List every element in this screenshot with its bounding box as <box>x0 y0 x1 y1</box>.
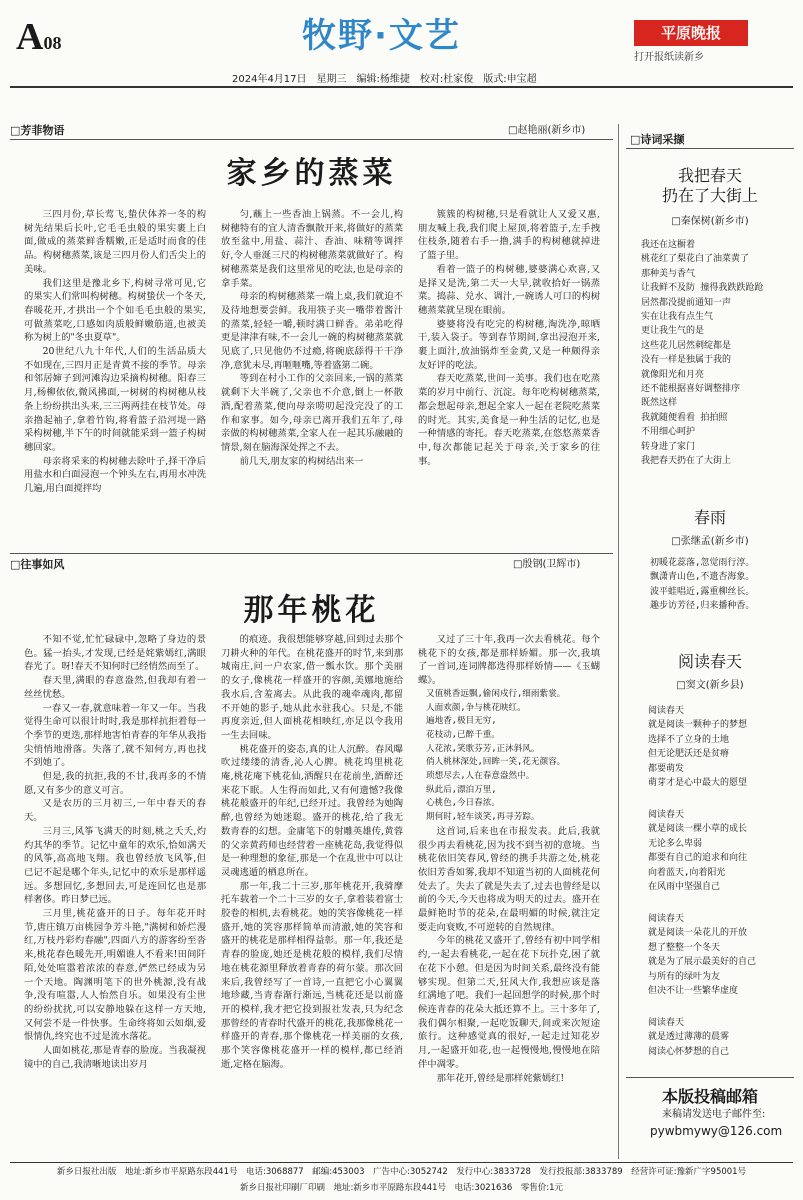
paragraph: 匀,蘸上一些香油上锅蒸。不一会儿,构树穗特有的宜人清香飘散开来,将做好的蒸菜放至盆中,用盐、蒜汁、香油、味精等调拌好,令人垂涎三尺的构树穗蒸菜就做好了。构树穗蒸菜是我们这里常见的吃法,也是母亲的拿手菜。 <box>221 209 403 289</box>
paragraph: 母亲的构树穗蒸菜一端上桌,我们就迫不及待地想要尝鲜。我用筷子夹一嘴带着酱汁的蒸菜,轻轻一嚼,顿时满口鲜香。弟弟吃得更是津津有味,不一会儿一碗的构树穗蒸菜就见底了,只见他仍不过瘾,将碗底舔得干干净净,意犹未尽,再咂咂嘴,等着盛第二碗。 <box>221 291 403 371</box>
mailbox-text: 来稿请发送电子邮件至: <box>662 1109 766 1120</box>
newspaper-logo: 平原晚报 <box>634 20 748 46</box>
paragraph: 那年花开,曾经是那样姹紫嫣红! <box>436 1072 565 1084</box>
mailbox-top-rule <box>626 1077 794 1078</box>
paragraph: 春天里,满眼的春意盎然,但我却有着一丝丝忧愁。 <box>24 675 206 700</box>
sidebar-column-label: □诗词采撷 <box>630 133 685 146</box>
paragraph: 三月三,风筝飞满天的时刻,桃之夭夭,灼灼其华的季节。记忆中童年的欢乐,恰如满天的风筝,高高地飞翔。我也曾经放飞风筝,但已记不起是哪个年头,记忆中的欢乐是那样遥远。多想回忆,多想回去,可是连回忆也是那样奢侈。昨日梦已远。 <box>24 825 206 906</box>
paragraph: 一春又一春,就意味着一年又一年。当我觉得生命可以很计时时,我是那样抗拒着每一个季节的更迭,那样地害怕青春的年华从我指尖悄悄地滑落。失落了,就不知何方,再也找不到她了。 <box>24 702 206 769</box>
ci-poem: 又值桃香远飘,偷闲戍行,细雨紫裳。 人面欢颜,争与桃花映红。 遍地香,极目无穷, 花枝动,已醉千重。 人花浓,笑歌芬芳,正沐斜风。 俏人桃林深处,回眸一笑,花无颜容。 琐想尽去,人在春意盎然中。 纵此后,漂泊万里, 心桃色,今日春浓。 期何时,轻车谈笑,再寻芳踪。 <box>426 688 566 823</box>
mailbox-title: 本版投稿邮箱 <box>661 1087 758 1106</box>
poem2-text: 初暖花蕊落,忽觉雨行淳。 飘潇青山色,不遗杏海象。 波平蛙唱近,露重柳丝长。 趣步访芳径,归来播种香。 <box>650 558 755 612</box>
paragraph: 桃花盛开的姿态,真的让人沉醉。春风曝吹过缕缕的清香,沁人心脾。桃花坞里桃花庵,桃花庵下桃花仙,洒醒只在花前坐,酒醉还来花下眠。人生得而如此,又有何遗憾?我像桃花般盛开的年纪,已经开过。我曾经为她陶醉,也曾经为她迷聪。盛开的桃花,给了我无数青春的幻想。金庸笔下的射雕英雄传,黄蓉的父亲黄药师也经营着一座桃花岛,我觉得似是一种理想的象征,那是一个在乱世中可以让灵魂逃遁的栖息所在。 <box>221 743 403 878</box>
article2-title: 那年桃花 <box>243 593 380 628</box>
poem1-title: 我把春天 扔在了大街上 <box>661 166 758 205</box>
article1-col3 <box>418 208 600 550</box>
poem3-stanza-4: 阅读春天 就是透过薄薄的晨雾 阅读心怀梦想的自己 <box>648 1018 730 1057</box>
paragraph: 等到在村小工作的父亲回来,一锅的蒸菜就剩下大半碗了,父亲也不介意,倒上一杯散酒,配着蒸菜,便向母亲唠叨起没完没了的工作和家事。如今,母亲已离开我们五年了,母亲做的构树穗蒸菜,全家人在一起其乐融融的情景,刻在脑海深处挥之不去。 <box>221 373 403 453</box>
poem3-title: 阅读春天 <box>677 652 742 671</box>
poem3-stanza-3: 阅读春天 就是阅读一朵花儿的开放 想了整整一个冬天 就是为了展示最美好的自己 与所有的绿叶为友 但决不让一些繁华虚度 <box>648 914 757 997</box>
article2-col3 <box>418 633 600 1153</box>
issue-meta: 2024年4月17日 星期三 编辑:杨维捷 校对:杜家俊 版式:申宝超 <box>232 74 537 85</box>
logo-slogan: 打开报纸读新乡 <box>634 52 704 63</box>
sidebar-divider <box>618 124 619 1159</box>
paragraph: 春天吃蒸菜,世间一美事。我们也在吃蒸菜的岁月中前行、沉淀。每年吃构树穗蒸菜,都会想起母亲,想起全家人一起在老院吃蒸菜的时光。其实,美食是一种生活的记忆,也是一种情感的寄托。春天吃蒸菜,在悠悠蒸菜香中,每次都能记起关于母亲,关于家乡的往事。 <box>418 373 600 467</box>
paragraph: 三月里,桃花盛开的日子。每年花开时节,唐庄镇万亩桃园争芳斗艳,"满树和娇烂漫红,万枝丹彩灼春融",四面八方的游客纷至沓来,桃花春色暖先开,明媚谁人不看来!田间阡陌,处处喧嚣着浓浓的春意,俨然已经成为另一个天地。陶渊明笔下的世外桃源,没有战争,没有喧嚣,人人怡然自乐。如果没有尘世的纷纷扰扰,可以安静地躲在这样一方天地,又何尝不是一件快事。生命终将如云如烟,爱恨情仇,终究也不过是流水落花。 <box>24 908 206 1043</box>
paragraph: 三四月份,草长莺飞,蛰伏体养一冬的构树先结果后长叶,它毛毛虫般的果实裹上白面,做成的蒸菜鲜香糯嫩,正是适时而食的佳品。构树穗蒸菜,该是三四月份人们舌尖上的美味。 <box>24 209 206 275</box>
paragraph: 今年的桃花又盛开了,曾经有初中同学相约,一起去看桃花,一起在花下玩扑克,困了就在花下小憩。但是因为时间关系,最终没有能够实现。但第二天,狂风大作,我想应该是落红满地了吧。我们一起回想学的时候,那个时候连青春的花朵大抵还算不上。三十多年了,我们偶尔相聚,一起吃饭聊天,间或来次短途旅行。这种感觉真的很好,一起走过知花岁月,一起盛开如花,也一起慢慢地,慢慢地在陪伴中凋零。 <box>418 935 600 1070</box>
poem2-author: □张继孟(新乡市) <box>671 536 749 547</box>
paragraph: 母亲将采来的构树穗去除叶子,择干净后用盐水和白面浸泡一个钟头左右,再用水冲洗几遍,用白面搅拌均 <box>24 455 206 495</box>
paragraph: 不知不觉,忙忙碌碌中,忽略了身边的景色。猛一抬头,才发现,已经是姹紫嫣红,满眼春光了。呀!春天不知何时已经悄然而至了。 <box>24 634 206 673</box>
paragraph: 我们这里是豫北乡下,构树寻常可见,它的果实人们常叫构树穗。构树蛰伏一个冬天,春暖花开,才拱出一个个如毛毛虫般的果实,可做蒸菜吃,口感如肉质般鲜嫩筋道,也被美称为树上的"冬虫夏草"。 <box>24 277 206 344</box>
sidebar-top-rule <box>626 148 794 149</box>
poem1-author: □秦保树(新乡市) <box>671 216 749 227</box>
paragraph: 的痕迹。我很想能够穿越,回到过去那个刀耕火种的年代。在桃花盛开的时节,来到那城南庄,问一户农家,借一瓢水饮。那个美丽的女子,像桃花一样盛开的容颜,美娜地施给我水后,含羞离去。从此我的魂牵魂肉,都留不开她的影子,她从此水驻我心。只是,不能再度亲近,但人面桃花相映红,亦足以令我用一生去回味。 <box>221 634 403 741</box>
paragraph: 这首词,后来也在市报发表。此后,我就很少再去看桃花,因为找不到当初的意境。当桃花依旧笑春风,曾经的携手共游之处,桃花依旧芳香如雾,我却不知道当初的人面桃花何处去了。失去了就是失去了,过去也曾经是以前的今天,今天也将成为明天的过去。盛开在最鲜艳时节的花朵,在最明媚的时候,就注定要走向衰败,不可逆转的自然规律。 <box>418 825 600 933</box>
paragraph: 但是,我的抗拒,我的不甘,我再多的不情愿,又有多少的意义可言。 <box>24 771 206 796</box>
article1-column-label: □芳菲物语 <box>10 124 65 137</box>
article1-col1 <box>24 208 206 550</box>
article1-byline: □赵艳丽(新乡市) <box>508 125 586 136</box>
article1-title: 家乡的蒸菜 <box>226 156 397 191</box>
poem3-stanza-2: 阅读春天 就是阅读一棵小草的成长 无论多么卑弱 都要有自己的追求和向往 向着蓝天,向着阳光 在风雨中坚强自己 <box>648 810 748 893</box>
paragraph: 又过了三十年,我再一次去看桃花。每个桃花下的女孩,都是那样娇媚。那一次,我填了一首词,连词牌都选得那样娇情——《玉蝴蝶》。 <box>418 634 600 687</box>
article2-col2 <box>221 633 403 1153</box>
mailbox-email[interactable]: pywbmywy@126.com <box>650 1124 783 1138</box>
article2-byline: □殷钢(卫辉市) <box>513 559 581 570</box>
poem2-title: 春雨 <box>693 508 726 527</box>
poem1-text: 我还在这橱着 桃花红了梨花白了油菜黄了 那种美与香气 让我鲜不及防 撞得我跌跌跄跄 居然都没提前通知一声 实在让我有点生气 更让我生气的是 这些花儿居然刺绽都是 没有一样是独属于我的 就像阳光和月亮 还不能根据喜好调整排序 既然这样 我就随便看看 拍拍照 不用细心呵护 转身进了家门 我把春天扔在了大街上 <box>641 240 764 467</box>
footer-line-1: 新乡日报社出版 地址:新乡市平原路东段441号 电话:3068877 邮编:453003 广告中心:3052742 发行中心:3833728 发行投报部:3833789 经营许可证:豫新广字95001号 <box>56 1167 747 1177</box>
paragraph: 前几天,朋友家的构树结出来一 <box>239 455 364 467</box>
paragraph: 那一年,我二十三岁,那年桃花开,我骑摩托车载着一个二十三岁的女子,拿着装着富士胶卷的相机,去看桃花。她的笑容像桃花一样盛开,她的笑容那样简单而清澈,她的笑容和盛开的桃花是那样相得益彰。那一年,我还是青春的脸庞,她还是桃花般的模样,我们尽情地在桃花源里释放着青春的荷尔蒙。那次回来后,我曾经写了一首诗,一直把它小心翼翼地珍藏,当青春渐行渐远,当桃花还是以前盛开的模样,我才把它投到报社发表,只为纪念那曾经的青春时代盛开的桃花,我那像桃花一样盛开的青春,那个像桃花一样美丽的女孩,那个笑容像桃花盛开一样的模样,都已经消逝,定格在脑海。 <box>221 880 403 1070</box>
footer-rule <box>10 1162 793 1163</box>
paragraph: 看着一篮子的构树穗,婆婆满心欢喜,又是择又是洗,第二天一大早,就收拾好一锅蒸菜。捣蒜、兑水、调汁,一碗诱人可口的构树穗蒸菜就呈现在眼前。 <box>418 263 600 316</box>
header-divider <box>10 86 793 88</box>
article1-top-rule <box>10 139 613 140</box>
article2-column-label: □往事如风 <box>10 558 65 571</box>
paragraph: 20世纪八九十年代,人们的生活品质大不如现在,三四月正是青黄不接的季节。母亲和邻居婶子到河滩沟边采摘构树穗。阳春三月,杨柳依依,微风拂面,一树树的构树穗从枝条上纷纷拱出头来,三三两两挂在枝节处。母亲撸起袖子,拿着竹钩,将看篮子沿河堤一路采构树穗,半下午的时间就能采到一篮子构树穗回家。 <box>24 346 206 453</box>
paragraph: 人面如桃花,那是青春的脸庞。当我凝视镜中的自己,我清晰地读出岁月 <box>24 1045 206 1070</box>
page-number <box>16 18 61 62</box>
poem3-author: □窦文(新乡县) <box>676 680 744 691</box>
paragraph: 簇簇的构树穗,只是看就让人又爱又惠,朋友喊上我,我们爬上屋顶,将着篮子,左手拽住枝条,随着右手一撸,满手的构树穗就掉进了篮子里。 <box>418 209 600 262</box>
article1-col2 <box>221 208 403 550</box>
poem3-stanza-1: 阅读春天 就是阅读一颗种子的梦想 选择不了立身的土地 但无论肥沃还是贫瘠 都要萌发 萌芽才是心中最大的愿望 <box>648 706 748 789</box>
article2-top-rule <box>10 553 613 554</box>
article2-col1 <box>24 633 206 1153</box>
footer-line-2: 新乡日报社印刷厂印刷 地址:新乡市平原路东段441号 电话:3021636 零售价:1元 <box>239 1183 564 1193</box>
paragraph: 又是农历的三月初三,一年中春天的春天。 <box>24 798 206 824</box>
page-number-digits: 08 <box>43 33 62 53</box>
section-title: 牧野·文艺 <box>302 16 461 56</box>
page-letter: A <box>16 16 44 58</box>
paragraph: 婆婆将没有吃完的构树穗,淘洗净,晾晒干,装入袋子。等到春节期间,拿出浸泡开来,裹上面汁,放油锅炸至金黄,又是一种颇得亲友好评的吃法。 <box>418 318 600 371</box>
